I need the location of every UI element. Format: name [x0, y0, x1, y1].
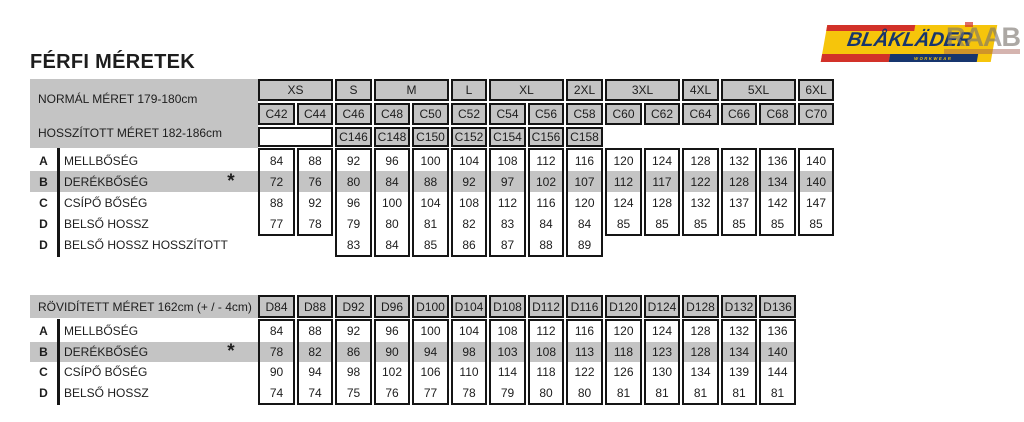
- size-column-values: [335, 148, 372, 257]
- size-column-values: [489, 319, 526, 405]
- value-cell: 98: [346, 365, 361, 380]
- value-cell: 90: [376, 342, 408, 363]
- row-letter: B: [39, 344, 48, 359]
- size-group-cell: 6XL: [798, 79, 834, 101]
- size-cell: C58: [566, 103, 603, 125]
- row-label: CSÍPŐ BŐSÉG: [64, 195, 148, 210]
- normal-table-left-header: [30, 79, 258, 148]
- value-cell: 74: [269, 385, 284, 400]
- value-cell: 85: [809, 216, 823, 231]
- size-column-values: [605, 319, 642, 405]
- value-cell: 94: [308, 365, 322, 380]
- size-column-values: [759, 148, 796, 236]
- value-cell: 96: [385, 153, 399, 168]
- watermark-bar: [944, 49, 1020, 54]
- logo-workwear-text: WORKWEAR: [914, 55, 954, 61]
- value-cell: 76: [385, 385, 399, 400]
- size-column-values: [721, 319, 757, 405]
- size-cell: C44: [297, 103, 333, 125]
- raab-watermark: [942, 21, 1024, 57]
- value-cell: 140: [800, 171, 832, 192]
- value-cell: 139: [728, 365, 750, 380]
- value-cell: 134: [690, 365, 711, 380]
- row-label: BELSŐ HOSSZ: [64, 385, 149, 400]
- value-cell: 79: [500, 385, 515, 400]
- value-cell: 128: [684, 342, 717, 363]
- size-group-cell: 3XL: [605, 79, 680, 101]
- row-letter: A: [39, 153, 48, 168]
- value-cell: 128: [690, 324, 711, 339]
- size-column-values: [489, 148, 526, 257]
- value-cell: 92: [346, 153, 361, 168]
- row-label-divider: [57, 148, 60, 257]
- size-group-cell: XS: [258, 79, 333, 101]
- value-cell: 85: [616, 216, 631, 231]
- value-cell: 130: [651, 365, 673, 380]
- value-cell: 92: [308, 195, 322, 210]
- value-cell: 80: [539, 385, 553, 400]
- value-cell: 104: [458, 153, 480, 168]
- row-label: DERÉKBŐSÉG: [64, 174, 149, 189]
- size-cell: D84: [258, 295, 295, 318]
- value-cell: 85: [423, 237, 438, 252]
- value-cell: 98: [453, 342, 485, 363]
- short-size-label: RÖVIDÍTETT MÉRET 162cm (+ / - 4cm): [38, 299, 252, 314]
- logo-red-bottom-stripe: [821, 54, 890, 62]
- size-cell: C66: [721, 103, 757, 125]
- logo-wordmark: BLÅKLÄDER: [845, 28, 974, 51]
- value-cell: 144: [767, 365, 788, 380]
- row-letter: D: [39, 237, 48, 252]
- row-letter: C: [39, 365, 48, 380]
- size-cell: D108: [489, 295, 526, 318]
- value-cell: 124: [613, 195, 634, 210]
- size-column-values: [528, 148, 564, 257]
- value-cell: 117: [646, 171, 678, 192]
- value-cell: 108: [497, 153, 518, 168]
- value-cell: 82: [462, 216, 476, 231]
- value-cell: 78: [260, 342, 293, 363]
- value-cell: 118: [536, 365, 556, 380]
- value-cell: 140: [761, 342, 794, 363]
- value-cell: 97: [491, 171, 524, 192]
- value-cell: 134: [761, 171, 794, 192]
- size-cell: D136: [759, 295, 796, 318]
- value-cell: 103: [491, 342, 524, 363]
- value-cell: 76: [299, 171, 331, 192]
- value-cell: 80: [385, 216, 399, 231]
- size-cell: C42: [258, 103, 295, 125]
- value-cell: 140: [805, 153, 827, 168]
- size-column-values: [566, 148, 603, 257]
- value-cell: 104: [458, 324, 480, 339]
- size-cell: C46: [335, 103, 372, 125]
- value-cell: 107: [568, 171, 601, 192]
- value-cell: 100: [420, 324, 441, 339]
- size-column-values: [412, 148, 449, 257]
- star-note: *: [227, 340, 235, 362]
- value-cell: 89: [577, 237, 592, 252]
- value-cell: 80: [337, 171, 370, 192]
- size-cell: D104: [451, 295, 487, 318]
- size-cell: C50: [412, 103, 449, 125]
- value-cell: 84: [269, 324, 284, 339]
- size-group-cell: 5XL: [721, 79, 796, 101]
- value-cell: 102: [381, 365, 403, 380]
- value-cell: 112: [536, 324, 556, 339]
- value-cell: 102: [530, 171, 562, 192]
- value-cell: 81: [693, 385, 708, 400]
- size-column-values: [374, 319, 410, 405]
- size-cell: C64: [682, 103, 719, 125]
- size-column-values: [798, 148, 834, 236]
- value-cell: 116: [574, 153, 595, 168]
- size-column-values: [451, 319, 487, 405]
- value-cell: 126: [613, 365, 634, 380]
- size-cell: C56: [528, 103, 564, 125]
- value-cell: 85: [693, 216, 708, 231]
- value-cell: 74: [308, 385, 322, 400]
- size-cell: D116: [566, 295, 603, 318]
- value-cell: 113: [568, 342, 601, 363]
- row-label: BELSŐ HOSSZ HOSSZÍTOTT: [64, 237, 228, 252]
- value-cell: 132: [728, 153, 750, 168]
- size-column-values: [682, 148, 719, 236]
- value-cell: 77: [423, 385, 438, 400]
- value-cell: 124: [651, 324, 673, 339]
- value-cell: 100: [420, 153, 441, 168]
- value-cell: 128: [651, 195, 673, 210]
- row-letter: C: [39, 195, 48, 210]
- size-column-values: [644, 148, 680, 236]
- value-cell: 79: [346, 216, 361, 231]
- value-cell: 108: [458, 195, 480, 210]
- extended-size-cell: C152: [451, 127, 487, 147]
- extended-size-cell: C148: [374, 127, 410, 147]
- value-cell: 80: [577, 385, 592, 400]
- size-cell: C54: [489, 103, 526, 125]
- size-cell: D88: [297, 295, 333, 318]
- value-cell: 84: [577, 216, 592, 231]
- value-cell: 81: [655, 385, 669, 400]
- size-group-cell: M: [374, 79, 449, 101]
- size-column-values: [297, 319, 333, 405]
- value-cell: 128: [723, 171, 755, 192]
- value-cell: 108: [530, 342, 562, 363]
- value-cell: 92: [453, 171, 485, 192]
- value-cell: 116: [536, 195, 556, 210]
- value-cell: 75: [346, 385, 361, 400]
- value-cell: 90: [269, 365, 284, 380]
- size-group-cell: 4XL: [682, 79, 719, 101]
- value-cell: 122: [574, 365, 595, 380]
- size-cell: C62: [644, 103, 680, 125]
- value-cell: 83: [500, 216, 515, 231]
- size-column-values: [759, 319, 796, 405]
- value-cell: 85: [770, 216, 785, 231]
- row-label: CSÍPŐ BŐSÉG: [64, 365, 148, 380]
- size-group-cell: 2XL: [566, 79, 603, 101]
- value-cell: 84: [385, 237, 399, 252]
- size-group-cell: S: [335, 79, 372, 101]
- size-cell: C68: [759, 103, 796, 125]
- value-cell: 81: [770, 385, 785, 400]
- size-column-values: [721, 148, 757, 236]
- value-cell: 132: [690, 195, 711, 210]
- size-column-values: [412, 319, 449, 405]
- row-letter: D: [39, 385, 48, 400]
- value-cell: 88: [308, 153, 322, 168]
- row-label: DERÉKBŐSÉG: [64, 344, 149, 359]
- value-cell: 123: [646, 342, 678, 363]
- size-column-values: [258, 319, 295, 405]
- size-column-values: [258, 148, 295, 236]
- size-cell: D112: [528, 295, 564, 318]
- size-column-values: [644, 319, 680, 405]
- value-cell: 110: [459, 365, 479, 380]
- value-cell: 118: [607, 342, 640, 363]
- value-cell: 96: [385, 324, 399, 339]
- extended-size-cell: C154: [489, 127, 526, 147]
- size-cell: C60: [605, 103, 642, 125]
- value-cell: 82: [299, 342, 331, 363]
- row-label: BELSŐ HOSSZ: [64, 216, 149, 231]
- value-cell: 88: [269, 195, 284, 210]
- value-cell: 81: [732, 385, 746, 400]
- value-cell: 92: [346, 324, 361, 339]
- size-cell: D92: [335, 295, 372, 318]
- size-column-values: [451, 148, 487, 257]
- row-letter: D: [39, 216, 48, 231]
- size-cell: C48: [374, 103, 410, 125]
- row-letter: B: [39, 174, 48, 189]
- watermark-text: RAAB: [946, 22, 1020, 52]
- value-cell: 128: [690, 153, 711, 168]
- value-cell: 124: [651, 153, 673, 168]
- value-cell: 112: [607, 171, 640, 192]
- row-label-divider: [57, 319, 60, 405]
- value-cell: 96: [346, 195, 361, 210]
- value-cell: 108: [497, 324, 518, 339]
- size-column-values: [335, 319, 372, 405]
- row-label: MELLBŐSÉG: [64, 153, 139, 168]
- value-cell: 88: [539, 237, 553, 252]
- size-group-cell: XL: [489, 79, 564, 101]
- value-cell: 85: [655, 216, 669, 231]
- value-cell: 120: [613, 153, 634, 168]
- value-cell: 88: [308, 324, 322, 339]
- value-cell: 84: [539, 216, 553, 231]
- size-cell: D120: [605, 295, 642, 318]
- value-cell: 132: [728, 324, 750, 339]
- value-cell: 120: [613, 324, 634, 339]
- extended-size-cell: C146: [335, 127, 372, 147]
- size-column-values: [566, 319, 603, 405]
- value-cell: 136: [767, 324, 788, 339]
- value-cell: 77: [269, 216, 284, 231]
- value-cell: 81: [616, 385, 631, 400]
- value-cell: 142: [767, 195, 788, 210]
- size-column-values: [528, 319, 564, 405]
- value-cell: 72: [260, 171, 293, 192]
- normal-size-label: NORMÁL MÉRET 179-180cm: [38, 92, 198, 106]
- value-cell: 136: [767, 153, 788, 168]
- size-cell: D96: [374, 295, 410, 318]
- value-cell: 106: [420, 365, 441, 380]
- page-title: FÉRFI MÉRETEK: [30, 51, 196, 73]
- value-cell: 83: [346, 237, 361, 252]
- value-cell: 94: [414, 342, 447, 363]
- value-cell: 88: [414, 171, 447, 192]
- extended-size-label: HOSSZÍTOTT MÉRET 182-186cm: [38, 126, 223, 140]
- extended-size-cell: C156: [528, 127, 564, 147]
- size-cell: D128: [682, 295, 719, 318]
- short-table-left-header: [30, 295, 258, 318]
- star-note: *: [227, 170, 235, 192]
- value-cell: 112: [536, 153, 556, 168]
- size-cell: C70: [798, 103, 834, 125]
- value-cell: 81: [423, 216, 438, 231]
- value-cell: 104: [420, 195, 441, 210]
- size-cell: D124: [644, 295, 680, 318]
- row-label: MELLBŐSÉG: [64, 324, 139, 339]
- value-cell: 84: [269, 153, 284, 168]
- value-cell: 116: [574, 324, 595, 339]
- extended-size-cell: C158: [566, 127, 603, 147]
- size-group-cell: L: [451, 79, 487, 101]
- size-cell: D132: [721, 295, 757, 318]
- value-cell: 78: [462, 385, 476, 400]
- value-cell: 86: [337, 342, 370, 363]
- value-cell: 85: [732, 216, 746, 231]
- value-cell: 134: [723, 342, 755, 363]
- value-cell: 78: [308, 216, 322, 231]
- value-cell: 87: [500, 237, 515, 252]
- value-cell: 86: [462, 237, 476, 252]
- value-cell: 84: [376, 171, 408, 192]
- size-column-values: [374, 148, 410, 257]
- value-cell: 100: [381, 195, 403, 210]
- value-cell: 147: [805, 195, 827, 210]
- value-cell: 112: [497, 195, 518, 210]
- value-cell: 122: [684, 171, 717, 192]
- size-column-values: [682, 319, 719, 405]
- size-cell: C52: [451, 103, 487, 125]
- empty-cell: [258, 127, 333, 147]
- value-cell: 120: [574, 195, 595, 210]
- extended-size-cell: C150: [412, 127, 449, 147]
- size-column-values: [605, 148, 642, 236]
- size-column-values: [297, 148, 333, 236]
- value-cell: 114: [497, 365, 518, 380]
- value-cell: 137: [728, 195, 750, 210]
- row-letter: A: [39, 324, 48, 339]
- size-cell: D100: [412, 295, 449, 318]
